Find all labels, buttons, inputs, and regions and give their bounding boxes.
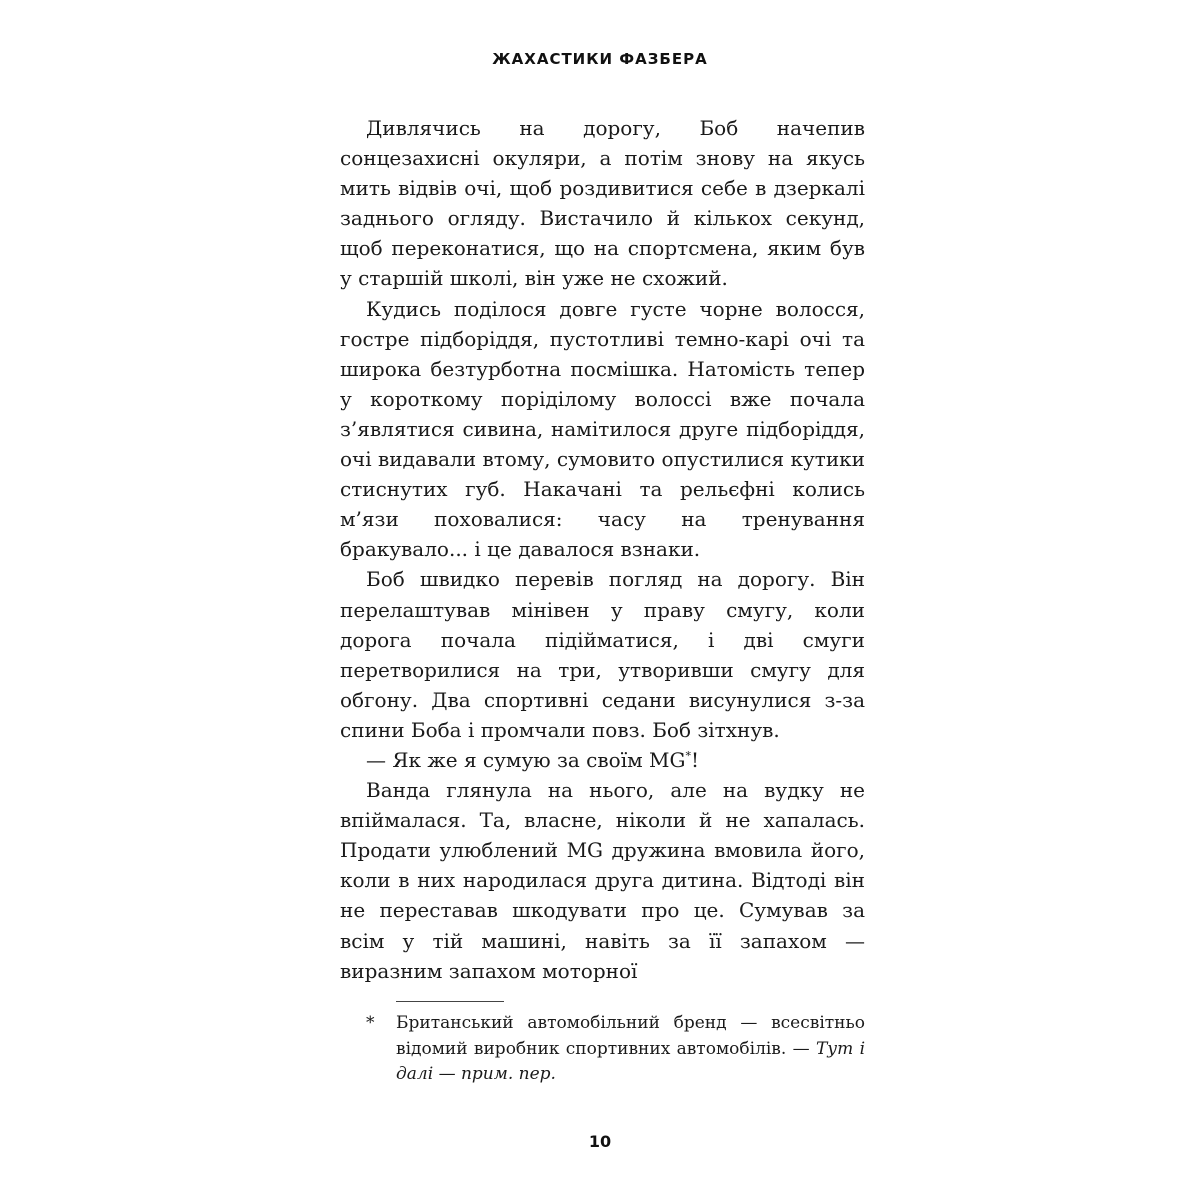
footnote (366, 1011, 865, 1088)
main-text (340, 113, 865, 986)
dialogue-end: ! (690, 747, 699, 772)
footnote-italic: Тут і далі — прим. пер. (396, 1038, 866, 1084)
paragraph: Ванда глянула на нього, але на вудку не впіймалася. Та, власне, ніколи й не хапалась. Продати улюблений MG дружина вмовила його, коли в них народилася друга дитина. Відтоді він не переставав шкодувати про це. Сумував за всім у тій машині, навіть за її запахом — виразним запахом моторної (340, 778, 865, 983)
page-number: 10 (588, 1132, 612, 1151)
dialogue-line (340, 745, 865, 775)
footnote-ref: * (685, 749, 691, 763)
paragraph: Боб швидко перевів погляд на дорогу. Він перелаштував мінівен у праву смугу, коли дорога почала підійматися, і дві смуги перетворилися на три, утворивши смугу для обгону. Два спортивні седани висунулися з-за спини Боба і промчали повз. Боб зітхнув. (340, 567, 865, 742)
footnote-body: Британський автомобільний бренд — всесвітньо відомий виробник спортивних автомобілів. — (396, 1013, 865, 1059)
footnote-mark: * (366, 1013, 375, 1033)
footnote-divider (396, 1001, 504, 1002)
paragraph: Кудись поділося довге густе чорне волосся, гостре підборіддя, пустотливі темно-карі очі та широка безтурботна посмішка. Натомість тепер у короткому порідiлому волоссі вже почала з’являтися сивина, намітилося друге підборіддя, очі видавали втому, сумовито опустилися кутики стиснутих губ. Накачані та рельєфні колись м’язи поховалися: часу на тренування бракувало... і це давалося взнаки. (340, 296, 865, 562)
footnote-text (396, 1011, 865, 1088)
running-title: ЖАХАСТИКИ ФАЗБЕРА (492, 50, 708, 68)
dialogue-text: — Як же я сумую за своїм MG (366, 747, 686, 772)
paragraph: Дивлячись на дорогу, Боб начепив сонцезахисні окуляри, а потім знову на якусь мить відвів очі, щоб роздивитися себе в дзеркалі заднього огляду. Вистачило й кількох секунд, щоб переконатися, що на спортсмена, яким був у старшій школі, він уже не схожий. (340, 116, 865, 291)
